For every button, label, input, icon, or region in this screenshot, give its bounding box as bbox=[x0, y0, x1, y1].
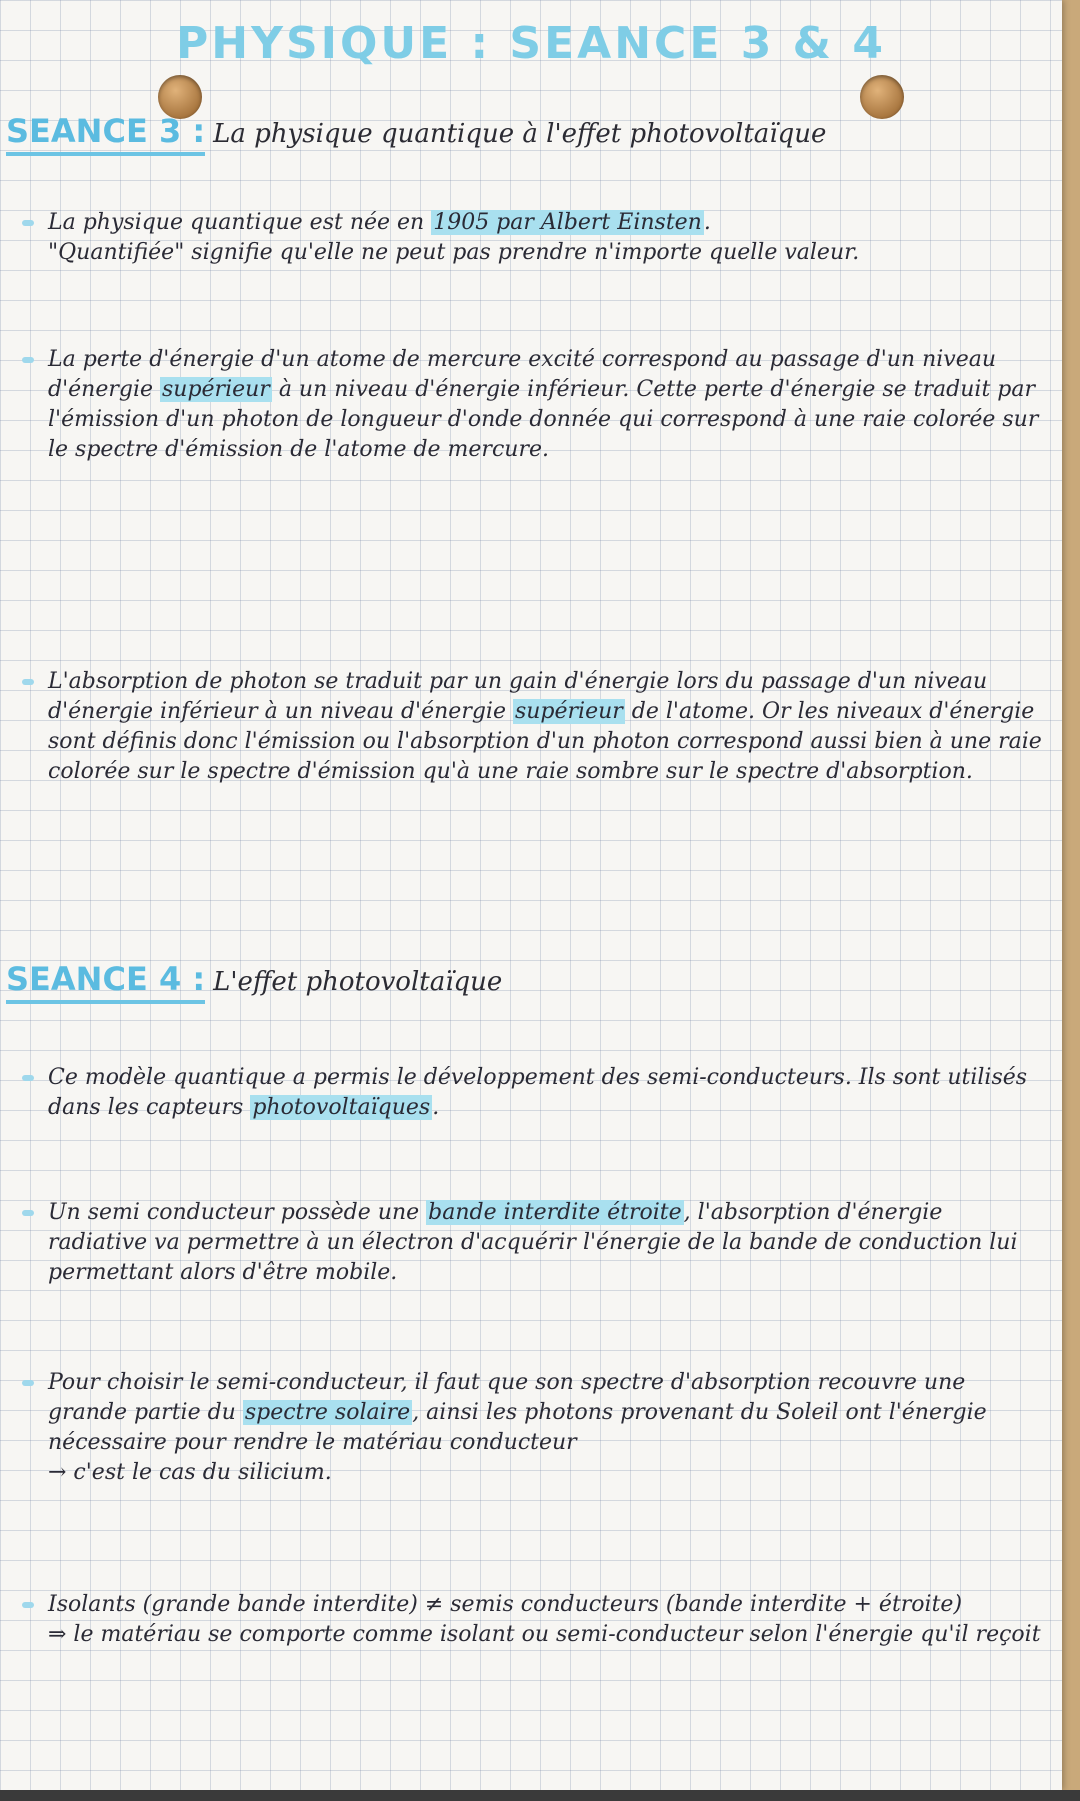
bullet-marker bbox=[22, 1210, 34, 1216]
highlight: supérieur bbox=[514, 699, 623, 724]
note-semiconductor-development: Ce modèle quantique a permis le développement des semi-conducteurs. Ils sont utilisés dans les capteurs photovoltaïques. bbox=[22, 1063, 1047, 1123]
section-label: SEANCE 4 : bbox=[6, 960, 205, 1004]
section-header-seance-3 bbox=[6, 112, 826, 156]
section-title: L'effet photovoltaïque bbox=[213, 967, 503, 997]
bullet-marker bbox=[22, 357, 34, 363]
section-title: La physique quantique à l'effet photovoltaïque bbox=[213, 119, 827, 149]
desk-edge bbox=[0, 1790, 1080, 1801]
page-title: PHYSIQUE : SEANCE 3 & 4 bbox=[176, 18, 886, 69]
bullet-marker bbox=[22, 1602, 34, 1608]
note-insulators-vs-semiconductors: Isolants (grande bande interdite) ≠ semis conducteurs (bande interdite + étroite) ⇒ le matériau se comporte comme isolant ou semi-conducteur selon l'énergie qu'il reçoit bbox=[22, 1590, 1047, 1650]
bullet-marker bbox=[22, 679, 34, 685]
note-band-gap: Un semi conducteur possède une bande interdite étroite, l'absorption d'énergie radiative va permettre à un électron d'acquérir l'énergie de la bande de conduction lui permettant alors d'être mobile. bbox=[22, 1198, 1047, 1288]
punch-hole-right bbox=[860, 75, 904, 119]
bullet-marker bbox=[22, 220, 34, 226]
bullet-marker bbox=[22, 1380, 34, 1386]
note-choosing-semiconductor: Pour choisir le semi-conducteur, il faut que son spectre d'absorption recouvre une grande partie du spectre solaire, ainsi les photons provenant du Soleil ont l'énergie nécessaire pour rendre le matériau conducteur → c'est le cas du silicium. bbox=[22, 1368, 1047, 1488]
highlight: bande interdite étroite bbox=[428, 1200, 682, 1225]
note-photon-absorption: L'absorption de photon se traduit par un gain d'énergie lors du passage d'un niveau d'énergie inférieur à un niveau d'énergie supérieur de l'atome. Or les niveaux d'énergie sont définis donc l'émission ou l'absorption d'un photon correspond aussi bien à une raie colorée sur le spectre d'émission qu'à une raie sombre sur le spectre d'absorption. bbox=[22, 667, 1047, 787]
highlight: photovoltaïques bbox=[252, 1095, 431, 1120]
note-quantum-birth: La physique quantique est née en 1905 par Albert Einsten. "Quantifiée" signifie qu'elle ne peut pas prendre n'importe quelle valeur. bbox=[22, 208, 1047, 268]
section-label: SEANCE 3 : bbox=[6, 112, 205, 156]
note-energy-loss: La perte d'énergie d'un atome de mercure excité correspond au passage d'un niveau d'énergie supérieur à un niveau d'énergie inférieur. Cette perte d'énergie se traduit par l'émission d'un photon de longueur d'onde donnée qui correspond à une raie colorée sur le spectre d'émission de l'atome de mercure. bbox=[22, 345, 1047, 465]
highlight: spectre solaire bbox=[244, 1400, 411, 1425]
highlight: supérieur bbox=[162, 377, 270, 402]
section-header-seance-4 bbox=[6, 960, 502, 1004]
highlight: 1905 par Albert Einsten bbox=[433, 210, 702, 235]
bullet-marker bbox=[22, 1075, 34, 1081]
